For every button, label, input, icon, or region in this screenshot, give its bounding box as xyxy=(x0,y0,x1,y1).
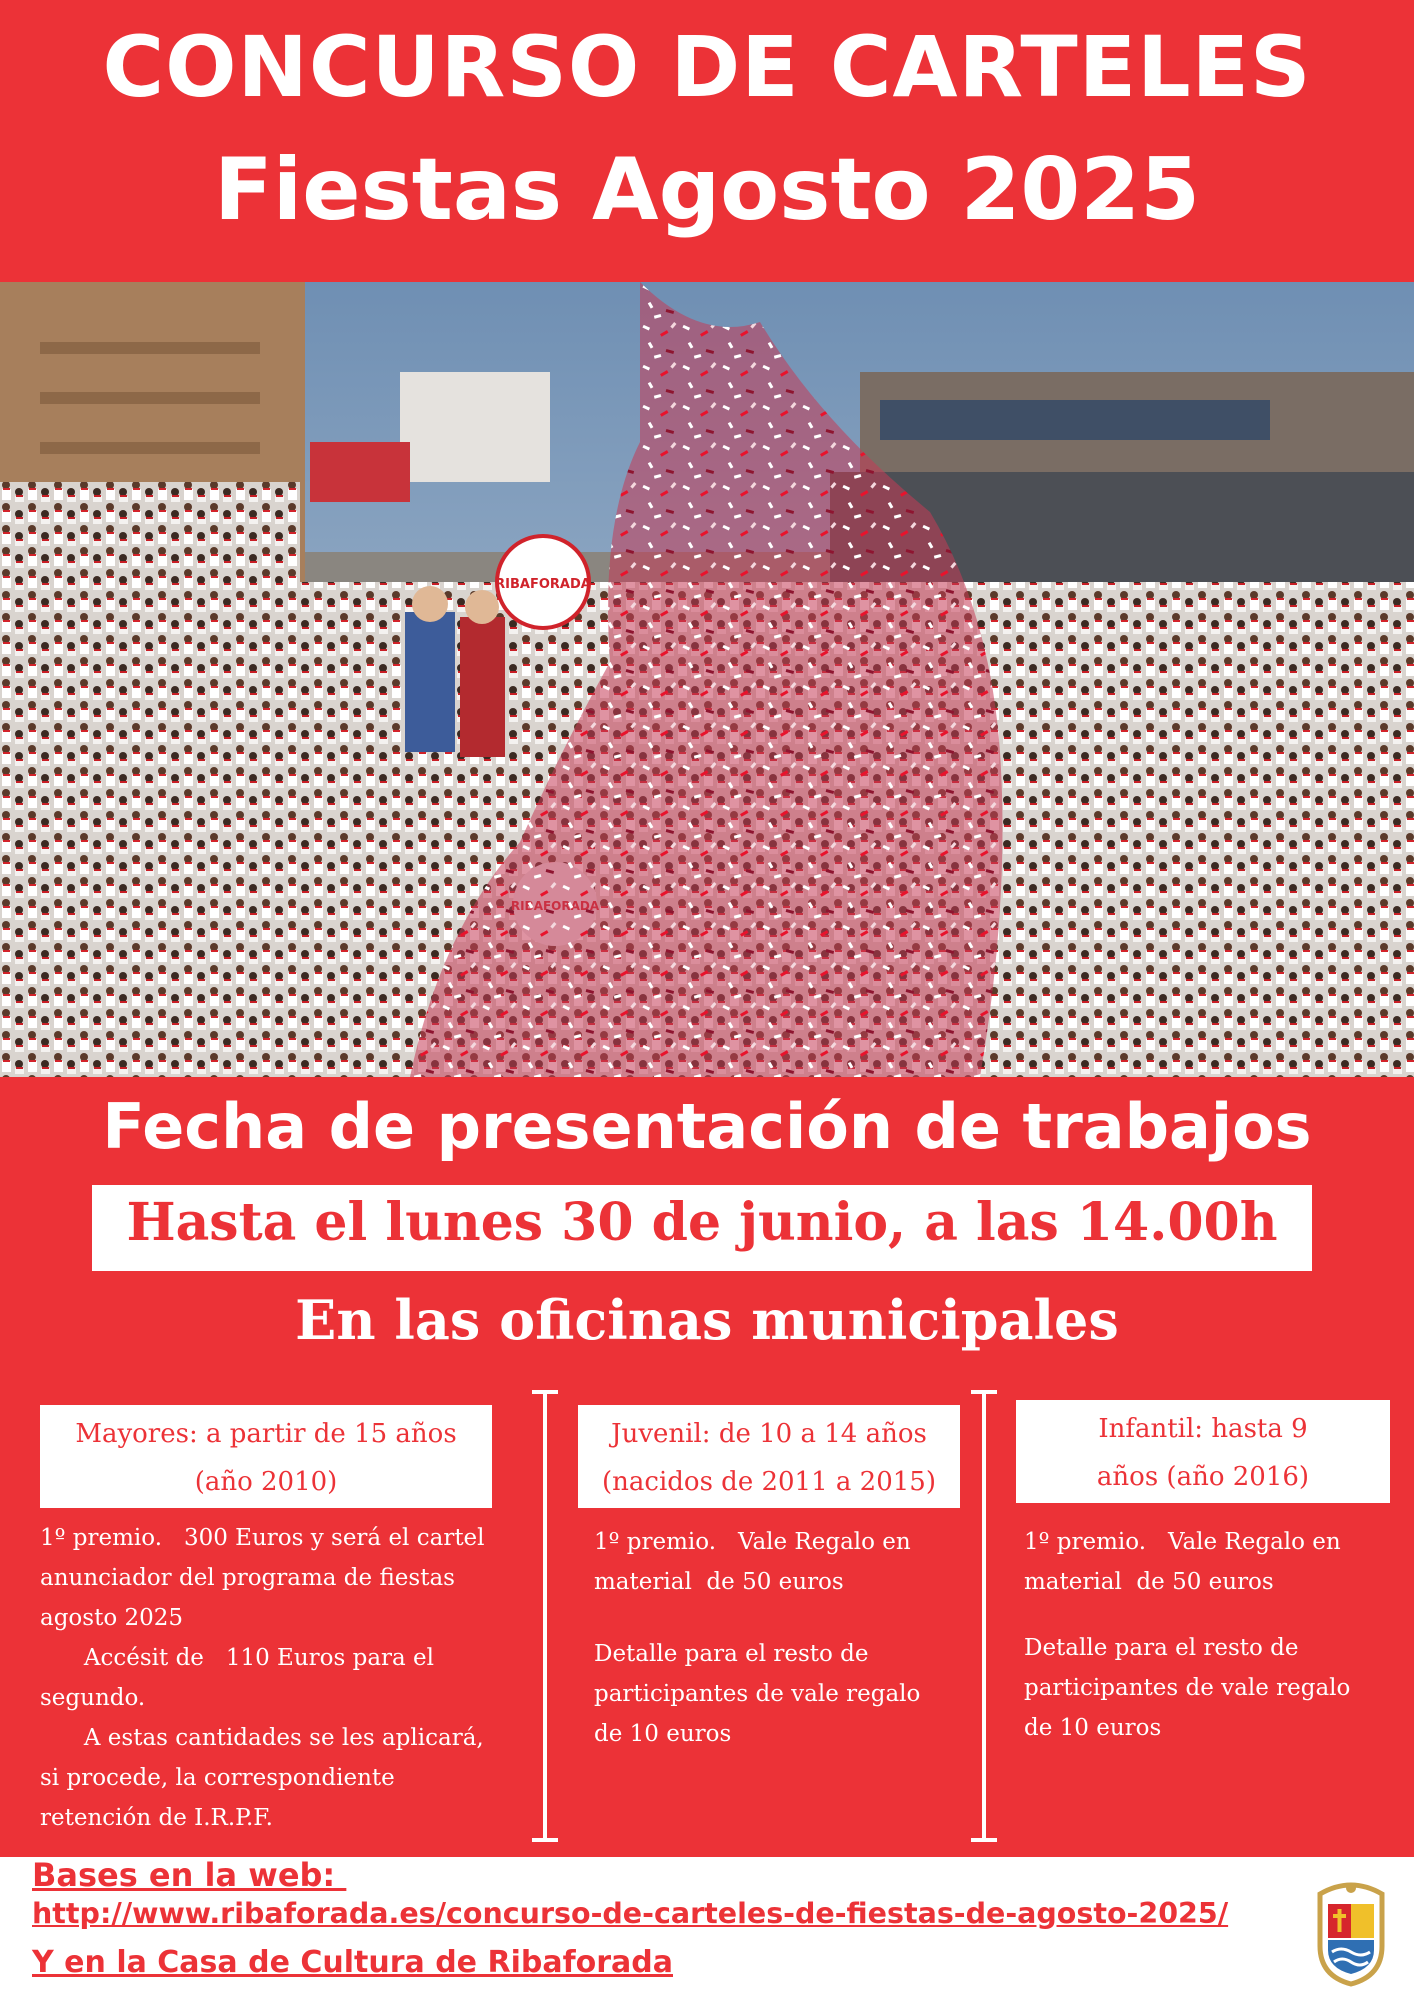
detail-line: segundo. xyxy=(40,1685,146,1711)
detail-line: Detalle para el resto de xyxy=(594,1641,869,1667)
bases-link[interactable]: http://www.ribaforada.es/concurso-de-carteles-de-fiestas-de-agosto-2025/ xyxy=(32,1897,1229,1930)
detail-line: 1º premio. 300 Euros y será el cartel xyxy=(40,1525,485,1551)
detail-line: de 10 euros xyxy=(1024,1715,1162,1741)
category-infantil-title xyxy=(1016,1400,1390,1503)
category-title-line: Juvenil: de 10 a 14 años xyxy=(611,1419,927,1449)
detail-line: A estas cantidades se les aplicará, xyxy=(40,1725,484,1751)
detail-line: 1º premio. Vale Regalo en xyxy=(594,1529,911,1555)
category-title-line: Mayores: a partir de 15 años xyxy=(75,1419,457,1449)
poster-subtitle: Fiestas Agosto 2025 xyxy=(214,140,1200,240)
category-title-line: años (año 2016) xyxy=(1096,1462,1310,1492)
submission-heading: Fecha de presentación de trabajos xyxy=(102,1090,1312,1163)
detail-line: agosto 2025 xyxy=(40,1605,184,1631)
municipal-coat-of-arms-icon xyxy=(1306,1876,1396,1988)
category-mayores-title xyxy=(40,1405,492,1508)
detail-line: si procede, la correspondiente xyxy=(40,1765,395,1791)
balloon-label-1: RIBAFORADA xyxy=(495,577,591,592)
web-label: Bases en la web: xyxy=(32,1856,347,1894)
category-mayores-details xyxy=(40,1518,520,1838)
bracket-divider-icon xyxy=(971,1390,997,1842)
detail-line: retención de I.R.P.F. xyxy=(40,1805,273,1831)
detail-line: 1º premio. Vale Regalo en xyxy=(1024,1529,1341,1555)
detail-line: de 10 euros xyxy=(594,1721,732,1747)
category-title-line: Infantil: hasta 9 xyxy=(1098,1414,1308,1444)
category-juvenil-details xyxy=(594,1522,974,1754)
detail-line: participantes de vale regalo xyxy=(594,1681,921,1707)
deadline-text: Hasta el lunes 30 de junio, a las 14.00h xyxy=(126,1192,1278,1253)
submission-place: En las oficinas municipales xyxy=(295,1288,1119,1352)
detail-line: Detalle para el resto de xyxy=(1024,1635,1299,1661)
detail-line: material de 50 euros xyxy=(594,1569,844,1595)
casa-cultura-text: Y en la Casa de Cultura de Ribaforada xyxy=(32,1945,673,1980)
category-juvenil-title xyxy=(578,1405,960,1508)
category-title-line: (año 2010) xyxy=(194,1467,338,1497)
category-infantil-details xyxy=(1024,1522,1404,1748)
detail-line: participantes de vale regalo xyxy=(1024,1675,1351,1701)
detail-line: material de 50 euros xyxy=(1024,1569,1274,1595)
category-title-line: (nacidos de 2011 a 2015) xyxy=(602,1467,936,1497)
bracket-divider-icon xyxy=(532,1390,558,1842)
poster-title: CONCURSO DE CARTELES xyxy=(102,18,1312,116)
detail-line: anunciador del programa de fiestas xyxy=(40,1565,455,1591)
festival-photo xyxy=(0,282,1414,1077)
detail-line: Accésit de 110 Euros para el xyxy=(40,1645,435,1671)
